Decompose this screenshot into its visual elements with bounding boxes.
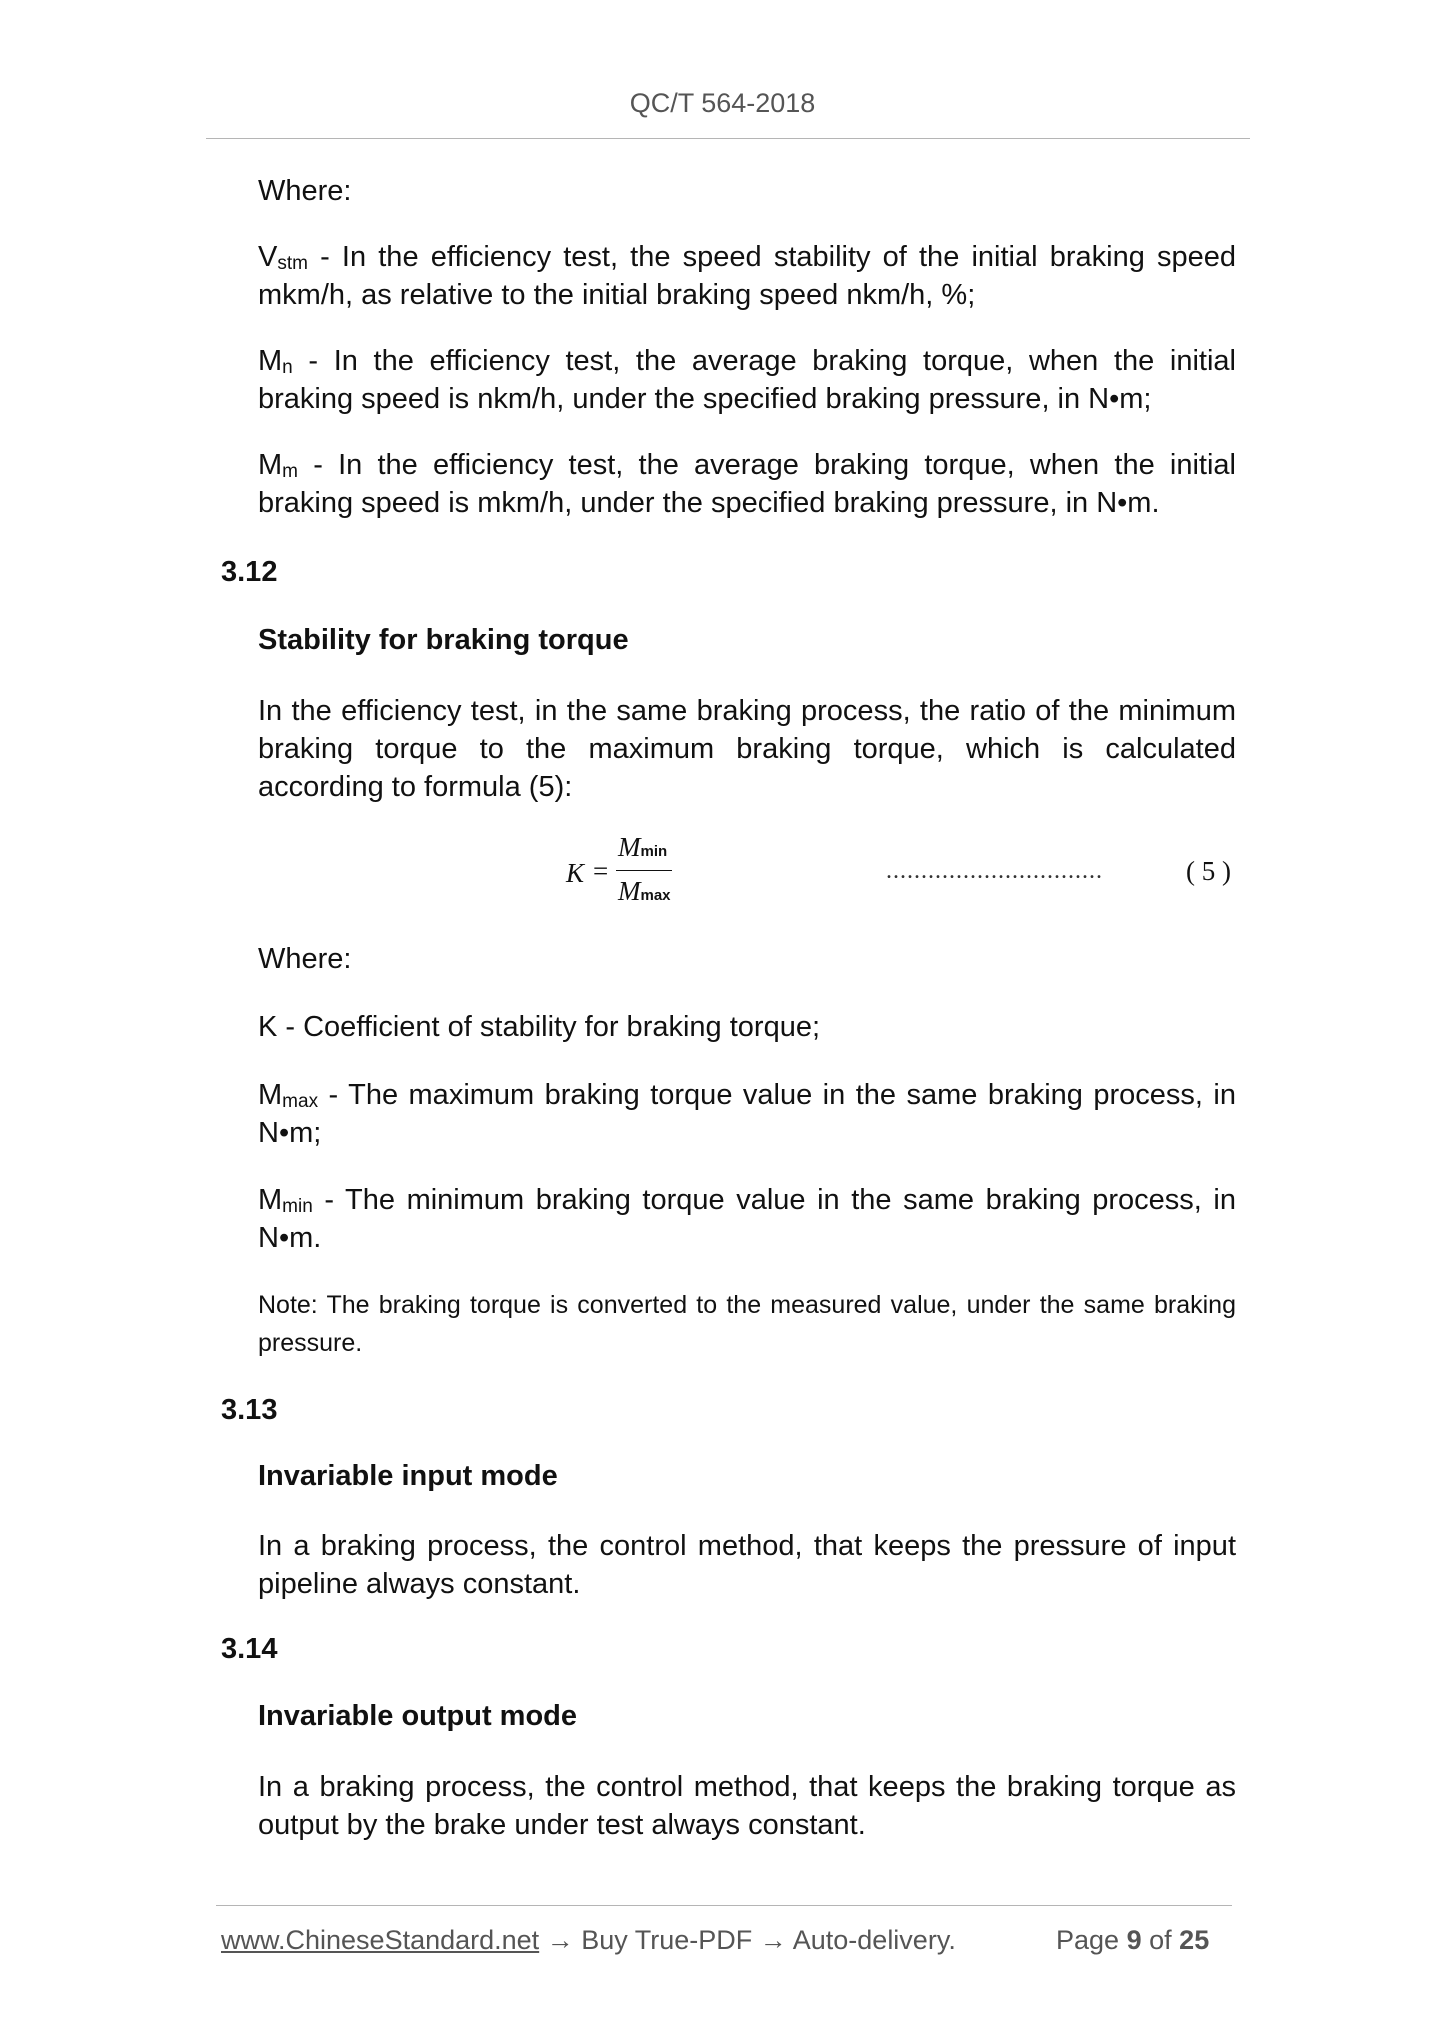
where-label-2: Where: (258, 943, 352, 975)
definition-subscript: max (282, 1091, 319, 1112)
section-title-3-13: Invariable input mode (258, 1460, 558, 1492)
footer-divider (216, 1905, 1232, 1906)
definition-subscript: stm (277, 253, 308, 274)
page-word: Page (1056, 1925, 1120, 1955)
definition-symbol: K (258, 1011, 278, 1043)
footer-promo-text: → Buy True-PDF → Auto-delivery. (539, 1925, 956, 1955)
formula-lhs: K (566, 858, 585, 888)
of-word: of (1149, 1925, 1172, 1955)
definition-subscript: n (282, 357, 293, 378)
definition-symbol: M (258, 345, 283, 377)
section-number-3-12: 3.12 (221, 556, 278, 588)
where-label-1: Where: (258, 175, 352, 207)
definition-mmax (258, 1076, 1236, 1152)
header-divider (206, 138, 1250, 139)
definition-subscript: m (282, 461, 298, 482)
section-title-3-14: Invariable output mode (258, 1700, 578, 1732)
definition-mmin (258, 1181, 1236, 1257)
definition-text: - The minimum braking torque value in the same braking process, in N•m. (258, 1184, 1236, 1254)
footer-page-indicator (1056, 1925, 1209, 1956)
formula-denominator-symbol: M (618, 876, 641, 906)
section-body-3-12: In the efficiency test, in the same braking process, the ratio of the minimum braking torque to the maximum braking torque, which is calculated according to formula (5): (258, 695, 1236, 803)
definition-text: - Coefficient of stability for braking torque; (277, 1011, 821, 1043)
formula-number: ( 5 ) (1186, 856, 1231, 886)
definition-text: - In the efficiency test, the speed stability of the initial braking speed mkm/h, as relative to the initial braking speed nkm/h, %; (258, 241, 1236, 311)
section-body-3-14: In a braking process, the control method, that keeps the braking torque as output by the brake under test always constant. (258, 1771, 1236, 1841)
definition-symbol: M (258, 449, 283, 481)
definition-symbol: M (258, 1079, 283, 1111)
formula-numerator (618, 832, 667, 863)
definition-k (258, 1008, 1236, 1046)
footer-promo (221, 1925, 956, 1956)
formula-denominator (618, 876, 671, 907)
definition-mn (258, 342, 1236, 418)
formula-fraction-bar (616, 870, 672, 871)
footer-link[interactable]: www.ChineseStandard.net (221, 1925, 540, 1955)
definition-symbol: M (258, 1184, 283, 1216)
definition-text: - In the efficiency test, the average braking torque, when the initial braking speed is nkm/h, under the specified braking pressure, in N•m; (258, 345, 1236, 415)
formula-denominator-subscript: max (640, 887, 671, 904)
note: Note: The braking torque is converted to the measured value, under the same braking pressure. (258, 1291, 1236, 1357)
formula-equals: = (593, 856, 609, 886)
definition-mm (258, 446, 1236, 522)
formula-numerator-subscript: min (640, 843, 668, 860)
page-total: 25 (1179, 1925, 1210, 1955)
definition-symbol: V (258, 241, 278, 273)
section-body-3-13: In a braking process, the control method, that keeps the pressure of input pipeline always constant. (258, 1530, 1236, 1600)
section-title-3-12: Stability for braking torque (258, 624, 629, 656)
definition-subscript: min (282, 1196, 313, 1217)
formula-leader-dots: ............................... (886, 858, 1103, 884)
section-number-3-13: 3.13 (221, 1394, 278, 1426)
definition-vstm (258, 238, 1236, 314)
section-number-3-14: 3.14 (221, 1633, 278, 1665)
definition-text: - In the efficiency test, the average braking torque, when the initial braking speed is mkm/h, under the specified braking pressure, in N•m. (258, 449, 1236, 519)
header-doc-id: QC/T 564-2018 (629, 88, 816, 118)
definition-text: - The maximum braking torque value in the same braking process, in N•m; (258, 1079, 1236, 1149)
formula-numerator-symbol: M (618, 832, 641, 862)
page-number: 9 (1126, 1925, 1142, 1955)
